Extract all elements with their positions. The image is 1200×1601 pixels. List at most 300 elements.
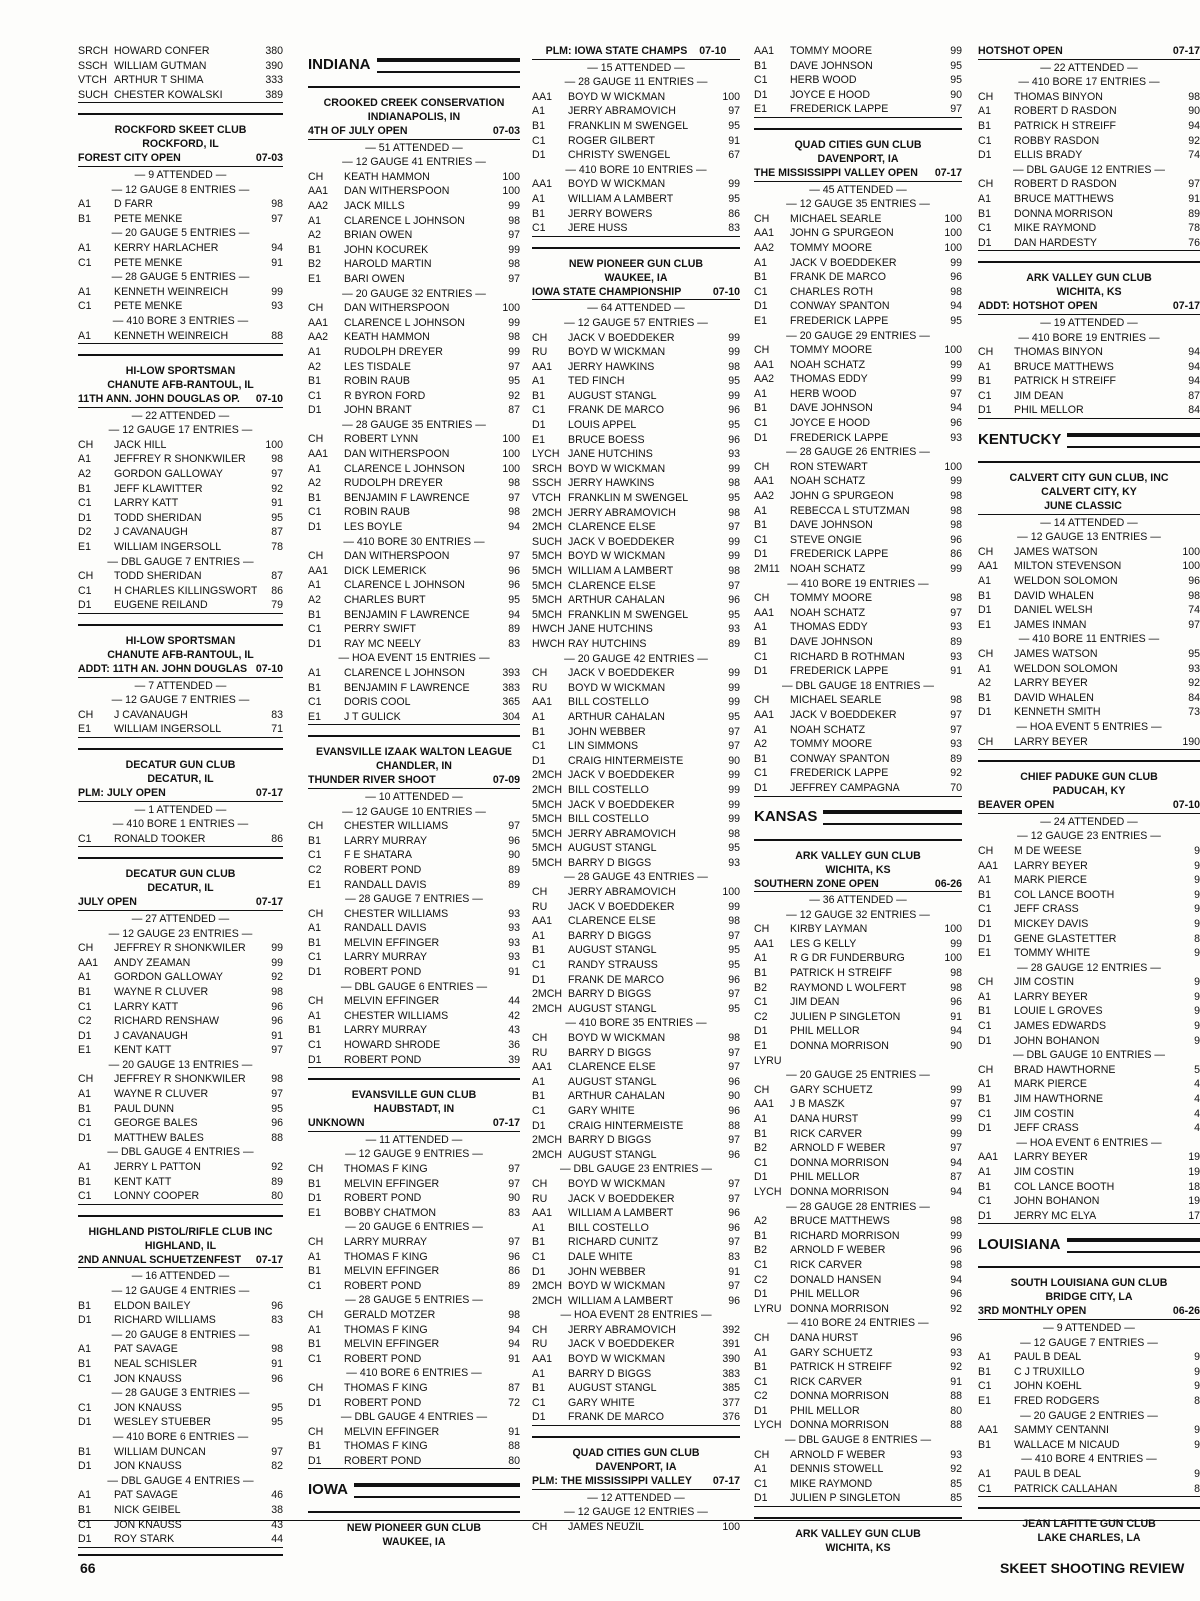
result-row [308, 608, 520, 623]
score: 90 [728, 754, 740, 767]
shooter-name: RANDY STRAUSS [568, 959, 658, 972]
score: 96 [950, 1331, 962, 1344]
result-row [308, 622, 520, 637]
score: 39 [508, 1053, 520, 1066]
result-row [532, 1177, 740, 1192]
shooter-name: JANE HUTCHINS [568, 623, 653, 636]
club-header [532, 247, 740, 285]
score: 95 [728, 1002, 740, 1015]
result-row [754, 73, 962, 88]
score: 97 [728, 1046, 740, 1059]
result-row [78, 1102, 283, 1117]
shooter-name: JANE HUTCHINS [568, 448, 653, 461]
event-subheading: — 12 GAUGE 23 ENTRIES — [1017, 830, 1161, 843]
shooter-name: TOMMY MOORE [790, 241, 873, 254]
score: 92 [1188, 677, 1200, 690]
shooter-name: CLARENCE L JOHNSON [344, 666, 465, 679]
event-subheading: — 20 GAUGE 29 ENTRIES — [786, 329, 930, 342]
class-code: A1 [978, 1351, 991, 1364]
club-line: ARK VALLEY GUN CLUB [1026, 272, 1152, 285]
result-row [754, 1185, 962, 1200]
score: 8 [1194, 932, 1200, 945]
event-subheading: — 20 GAUGE 13 ENTRIES — [108, 1058, 253, 1071]
result-row [308, 921, 520, 936]
result-row [978, 946, 1200, 961]
shooter-name: THOMAS F KING [344, 1250, 428, 1263]
event-subheading: — 28 GAUGE 35 ENTRIES — [342, 418, 486, 431]
shooter-name: BRAD HAWTHORNE [1014, 1063, 1116, 1076]
score: 8 [1194, 1482, 1200, 1495]
result-row [754, 226, 962, 241]
result-row [978, 119, 1200, 134]
shooter-name: TOMMY WHITE [1014, 947, 1091, 960]
shoot-date: 07-17 [255, 896, 283, 909]
shooter-name: NEAL SCHISLER [114, 1357, 198, 1370]
shooter-name: CLARENCE L JOHNSON [344, 214, 465, 227]
shooter-name: RICHARD CUNITZ [568, 1236, 659, 1249]
class-code: C2 [308, 863, 322, 876]
score: 17 [1188, 1209, 1200, 1222]
result-row [978, 177, 1200, 192]
shooter-name: PHIL MELLOR [790, 1404, 860, 1417]
shooter-name: RAYMOND L WOLFERT [790, 981, 907, 994]
shooter-name: ROBERT POND [344, 1396, 422, 1409]
class-code: A2 [754, 738, 767, 751]
result-row [754, 1054, 962, 1069]
club-header [978, 1507, 1200, 1545]
shooter-name: PHIL MELLOR [790, 1171, 860, 1184]
result-row [532, 104, 740, 119]
club-header [78, 354, 283, 392]
shooter-name: HOWARD CONFER [114, 45, 210, 57]
class-code: 2MCH [532, 506, 563, 519]
class-code: CH [78, 708, 94, 721]
class-code: D1 [754, 1492, 768, 1505]
result-row [532, 403, 740, 418]
score: 97 [271, 468, 283, 481]
result-row [754, 937, 962, 952]
score: 88 [950, 1419, 962, 1432]
shooter-name: LES BOYLE [344, 521, 403, 534]
shooter-name: BRUCE MATTHEWS [1014, 192, 1114, 205]
result-row [308, 476, 520, 491]
result-row [978, 1019, 1200, 1034]
shooter-name: JOHN G SPURGEON [790, 227, 894, 240]
shooter-name: MARK PIERCE [1014, 874, 1087, 887]
shooter-name: BOYD W WICKMAN [568, 1353, 666, 1366]
shooter-name: JACK V BOEDDEKER [568, 900, 675, 913]
score: 94 [508, 608, 520, 621]
score: 99 [950, 1113, 962, 1125]
event-subheading: — 28 GAUGE 26 ENTRIES — [786, 446, 930, 459]
shooter-name: JACK V BOEDDEKER [568, 769, 675, 782]
result-row [754, 1477, 962, 1492]
shooter-name: LARRY KATT [114, 1000, 179, 1013]
score: 89 [1188, 207, 1200, 220]
event-subheading: — 20 GAUGE 6 ENTRIES — [345, 1221, 483, 1234]
score: 36 [508, 1039, 520, 1052]
score: 87 [508, 404, 520, 417]
score: 95 [950, 74, 962, 87]
shoot-title [532, 1474, 740, 1490]
score: 333 [265, 74, 283, 87]
shooter-name: ARTHUR CAHALAN [568, 710, 665, 723]
score: 70 [950, 781, 962, 794]
shooter-name: WILLIAM DUNCAN [114, 1445, 206, 1458]
shooter-name: BARRY D BIGGS [568, 988, 652, 1001]
class-code: CH [532, 331, 548, 344]
score: 86 [728, 207, 740, 220]
result-row [78, 1116, 283, 1131]
result-row [978, 618, 1200, 633]
result-row [754, 241, 962, 256]
shooter-name: DANA HURST [790, 1331, 859, 1344]
result-row [978, 559, 1200, 574]
score: 99 [950, 937, 962, 950]
result-row [754, 1258, 962, 1273]
result-row [978, 902, 1200, 917]
shooter-name: DALE WHITE [568, 1250, 633, 1263]
shoot-date: 07-10 [699, 45, 727, 57]
shooter-name: JERRY ABRAMOVICH [568, 105, 676, 118]
shooter-name: LES TISDALE [344, 360, 411, 373]
shooter-name: PATRICK H STREIFF [1014, 375, 1117, 388]
state-rule [1067, 433, 1200, 448]
result-row [978, 374, 1200, 389]
class-code: B1 [308, 1338, 321, 1351]
club-header [78, 113, 283, 151]
event-subheading: — HOA EVENT 15 ENTRIES — [338, 652, 490, 665]
shooter-name: KEATH HAMMON [344, 170, 430, 183]
result-row [754, 620, 962, 635]
shooter-name: FREDERICK LAPPE [790, 431, 889, 444]
class-code: C1 [532, 1104, 546, 1117]
class-code: AA1 [532, 696, 553, 709]
event-subheading: — DBL GAUGE 10 ENTRIES — [1012, 1049, 1166, 1062]
shoot-name: 3RD MONTHLY OPEN [978, 1305, 1087, 1318]
score: 93 [728, 448, 740, 461]
shoot-title [78, 786, 283, 802]
score: 383 [722, 1367, 740, 1380]
shooter-name: BRUCE MATTHEWS [790, 1215, 890, 1228]
class-code: CH [754, 460, 770, 473]
class-code: 2MCH [532, 1148, 563, 1161]
result-row [308, 1396, 520, 1411]
result-row [308, 1250, 520, 1265]
class-code: A1 [532, 1221, 545, 1234]
score: 100 [722, 1520, 740, 1533]
shoot-title [532, 285, 740, 301]
shooter-name: THOMAS BINYON [1014, 346, 1103, 359]
event-subheading: — 1 ATTENDED — [134, 803, 227, 816]
result-row [532, 90, 740, 105]
result-row [532, 549, 740, 564]
score: 99 [950, 358, 962, 371]
result-row [308, 681, 520, 696]
result-row [78, 722, 283, 738]
shooter-name: JAMES INMAN [1014, 618, 1087, 631]
result-row [532, 345, 740, 360]
event-subheading: — 12 GAUGE 57 ENTRIES — [564, 316, 708, 329]
result-row [754, 212, 962, 227]
result-row [308, 666, 520, 681]
class-code: E1 [532, 433, 545, 446]
result-row [978, 990, 1200, 1005]
shooter-name: RONALD TOOKER [114, 832, 206, 845]
result-row [754, 606, 962, 621]
class-code: C1 [532, 959, 546, 972]
class-code: SRCH [78, 45, 109, 57]
class-code: C1 [78, 300, 92, 313]
event-subheading: — DBL GAUGE 7 ENTRIES — [107, 555, 254, 568]
score: 100 [502, 433, 520, 446]
score: 98 [950, 519, 962, 532]
event-subheading: — 20 GAUGE 5 ENTRIES — [111, 227, 250, 240]
score: 91 [508, 966, 520, 979]
state-name: LOUISIANA [978, 1236, 1061, 1254]
class-code: AA1 [978, 560, 999, 573]
shooter-name: BRIAN OWEN [344, 229, 413, 242]
class-code: D1 [308, 1053, 322, 1066]
club-line: HI-LOW SPORTSMAN [125, 635, 236, 647]
class-code: A1 [532, 710, 545, 723]
shooter-name: DAVE JOHNSON [790, 402, 873, 415]
class-code: AA1 [308, 564, 329, 577]
score: 190 [1182, 735, 1200, 748]
result-row [978, 844, 1200, 859]
shoot-title [978, 299, 1200, 315]
result-row [78, 1189, 283, 1205]
club-line: CROOKED CREEK CONSERVATION [323, 97, 505, 109]
shooter-name: PAT SAVAGE [114, 1489, 178, 1502]
shoot-title [532, 44, 740, 60]
result-row [78, 1043, 283, 1058]
score: 98 [728, 1032, 740, 1044]
result-row [754, 299, 962, 314]
score: 94 [508, 1323, 520, 1336]
score: 389 [265, 88, 283, 101]
class-code: C1 [308, 389, 322, 402]
result-row [308, 389, 520, 404]
shooter-name: THOMAS F KING [344, 1440, 428, 1453]
class-code: C1 [78, 497, 92, 510]
result-row [754, 1331, 962, 1346]
shoot-date: 07-17 [934, 166, 962, 179]
shooter-name: DANA HURST [790, 1113, 859, 1125]
shooter-name: GERALD MOTZER [344, 1308, 436, 1321]
shooter-name: BARRY D BIGGS [568, 929, 652, 942]
event-subheading: — 22 ATTENDED — [131, 409, 230, 422]
class-code: AA1 [754, 1098, 775, 1111]
score: 96 [271, 1015, 283, 1028]
event-subheading: — HOA EVENT 28 ENTRIES — [560, 1309, 712, 1322]
class-code: CH [978, 648, 994, 660]
class-code: CH [308, 550, 324, 563]
score: 99 [508, 345, 520, 358]
result-row [308, 1337, 520, 1352]
score: 100 [722, 90, 740, 103]
class-code: RU [532, 900, 548, 913]
shoot-name: THUNDER RIVER SHOOT [308, 774, 436, 787]
class-code: AA1 [532, 1353, 553, 1366]
score: 95 [728, 192, 740, 205]
result-row [978, 574, 1200, 589]
shooter-name: TOMMY MOORE [790, 592, 873, 605]
score: 93 [508, 936, 520, 949]
shooter-name: DANIEL WELSH [1014, 604, 1093, 617]
class-code: C1 [754, 533, 768, 546]
result-row [308, 1439, 520, 1454]
score: 76 [1188, 236, 1200, 249]
score: 94 [950, 402, 962, 415]
score: 9 [1194, 1467, 1200, 1480]
shooter-name: JOHN BOHANON [1014, 1195, 1100, 1208]
result-row [532, 148, 740, 163]
shooter-name: CHESTER WILLIAMS [344, 907, 449, 920]
shooter-name: MICHAEL SEARLE [790, 694, 882, 707]
result-row [78, 540, 283, 555]
result-row [754, 1389, 962, 1404]
shooter-name: BENJAMIN F LAWRENCE [344, 491, 470, 504]
score: 99 [950, 45, 962, 57]
class-code: C1 [978, 1482, 992, 1495]
class-code: C1 [78, 1518, 92, 1531]
score: 91 [271, 497, 283, 510]
result-row [308, 1162, 520, 1177]
result-row [754, 1243, 962, 1258]
score: 88 [508, 1440, 520, 1453]
class-code: CH [978, 1063, 994, 1076]
class-code: AA2 [754, 373, 775, 386]
result-row [308, 1279, 520, 1294]
shooter-name: HERB WOOD [790, 387, 857, 400]
shooter-name: RICK CARVER [790, 1375, 863, 1388]
score: 9 [1194, 947, 1200, 960]
class-code: AA1 [308, 185, 329, 198]
shooter-name: D FARR [114, 198, 153, 211]
result-row [754, 547, 962, 562]
score: 385 [722, 1382, 740, 1395]
club-line: WICHITA, KS [1056, 286, 1122, 299]
class-code: D1 [978, 1034, 992, 1047]
shooter-name: DAVE JOHNSON [790, 635, 873, 648]
result-row [532, 221, 740, 237]
shooter-name: JERRY ABRAMOVICH [568, 1323, 676, 1336]
score: 8 [1194, 1394, 1200, 1407]
score: 98 [508, 214, 520, 227]
class-code: B1 [754, 1361, 767, 1374]
shooter-name: J CAVANAUGH [114, 526, 188, 539]
shooter-name: JEFFREY R SHONKWILER [114, 942, 246, 955]
score: 97 [508, 1177, 520, 1190]
result-row [754, 1039, 962, 1054]
result-row [78, 1372, 283, 1387]
score: 96 [271, 1299, 283, 1312]
score: 97 [508, 820, 520, 833]
shooter-name: JOHN KOCUREK [344, 243, 429, 256]
shooter-name: PHIL MELLOR [1014, 404, 1084, 417]
result-row [532, 207, 740, 222]
class-code: 5MCH [532, 798, 563, 811]
class-code: C1 [308, 696, 322, 709]
score: 83 [271, 708, 283, 721]
result-row [978, 360, 1200, 375]
result-row [978, 1194, 1200, 1209]
club-header [78, 857, 283, 895]
club-header [754, 839, 962, 877]
class-code: D1 [754, 300, 768, 313]
club-line: DAVENPORT, IA [595, 1461, 677, 1474]
result-row [978, 888, 1200, 903]
result-row [308, 1308, 520, 1323]
shooter-name: JERRY BOWERS [568, 207, 653, 220]
shooter-name: PAUL DUNN [114, 1102, 175, 1115]
score: 96 [950, 1244, 962, 1257]
result-row [78, 299, 283, 314]
result-row [78, 256, 283, 271]
result-row [308, 184, 520, 199]
class-code: CH [308, 1308, 324, 1321]
shooter-name: TOMMY MOORE [790, 344, 873, 357]
result-row [754, 693, 962, 708]
score: 97 [1188, 618, 1200, 631]
class-code: E1 [978, 947, 991, 960]
result-row [754, 1010, 962, 1025]
event-subheading: — 27 ATTENDED — [131, 912, 230, 925]
shoot-name: IOWA STATE CHAMPIONSHIP [532, 285, 682, 298]
shoot-date: 07-17 [255, 786, 283, 799]
result-row [754, 650, 962, 665]
result-row [532, 987, 740, 1002]
result-row [78, 1342, 283, 1357]
class-code: B1 [308, 608, 321, 621]
shooter-name: BARRY D BIGGS [568, 1046, 652, 1059]
shoot-title [78, 392, 283, 408]
shooter-name: JEFF KLAWITTER [114, 482, 203, 495]
club-header [978, 461, 1200, 499]
shooter-name: CHARLES BURT [344, 594, 426, 606]
shooter-name: PETE MENKE [114, 212, 183, 225]
result-row [532, 1367, 740, 1382]
score: 91 [271, 1357, 283, 1370]
shooter-name: BENJAMIN F LAWRENCE [344, 681, 470, 694]
class-code: A1 [978, 874, 991, 887]
shoot-date: 07-03 [492, 125, 520, 137]
shoot-date: 07-10 [1172, 799, 1200, 812]
class-code: B1 [532, 389, 545, 402]
score: 91 [271, 1029, 283, 1042]
score: 95 [728, 375, 740, 388]
class-code: E1 [308, 272, 321, 285]
score: 80 [271, 1190, 283, 1203]
event-subheading: — 28 GAUGE 5 ENTRIES — [111, 271, 250, 284]
class-code: D1 [78, 1029, 92, 1042]
shooter-name: STEVE ONGIE [790, 533, 862, 546]
shooter-name: RANDALL DAVIS [344, 878, 427, 891]
score: 99 [271, 285, 283, 298]
event-subheading: — DBL GAUGE 6 ENTRIES — [340, 980, 488, 993]
shooter-name: LOUIS APPEL [568, 419, 637, 432]
result-row [308, 1352, 520, 1367]
shooter-name: ELLIS BRADY [1014, 149, 1083, 162]
shooter-name: COL LANCE BOOTH [1014, 1180, 1115, 1193]
result-row [754, 966, 962, 981]
shoot-title [78, 151, 283, 167]
shooter-name: PHIL MELLOR [790, 1025, 860, 1038]
class-code: C1 [754, 74, 768, 87]
score: 19 [1188, 1166, 1200, 1178]
shoot-name: JUNE CLASSIC [1044, 500, 1122, 513]
